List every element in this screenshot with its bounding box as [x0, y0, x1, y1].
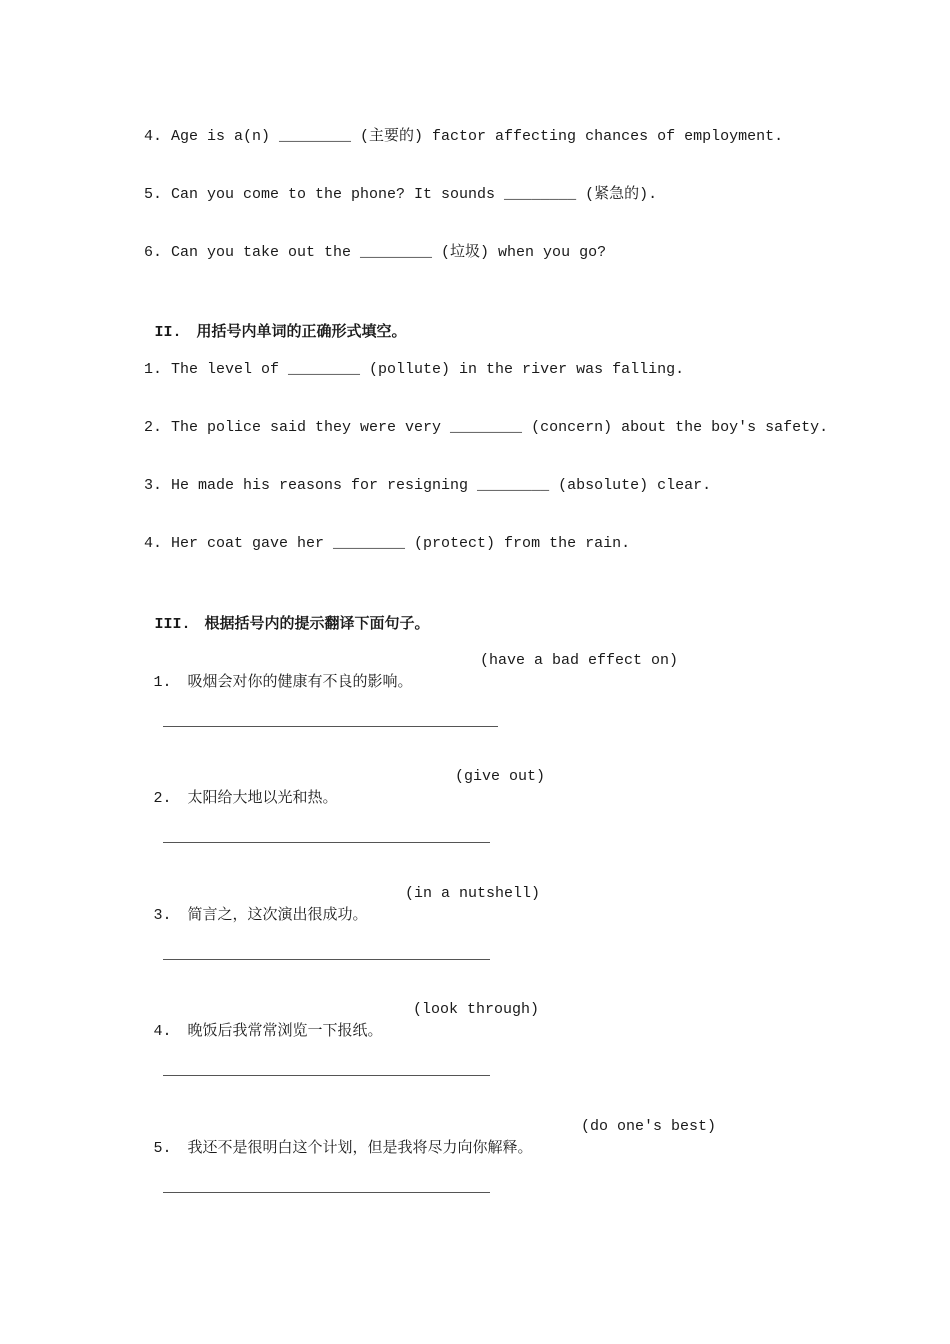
hint-phrase: (have a bad effect on): [480, 652, 679, 669]
answer-line[interactable]: [163, 1075, 490, 1076]
section-title: 用括号内单词的正确形式填空。: [196, 322, 407, 340]
item-number: 3.: [153, 907, 172, 924]
item-number: 1.: [153, 674, 172, 691]
translation-item: [144, 884, 541, 926]
hint-phrase: (look through): [413, 1001, 540, 1018]
hint-phrase: (give out): [455, 768, 546, 785]
translation-item: [144, 651, 679, 693]
item-number: 4.: [153, 1023, 172, 1040]
section-heading-2: [144, 301, 406, 343]
exercise-item: 4. Age is a(n) ________ (主要的) factor affecting chances of employment.: [144, 128, 784, 145]
exercise-item: 2. The police said they were very ________ (concern) about the boy's safety.: [144, 419, 829, 436]
hint-phrase: (do one's best): [581, 1118, 717, 1135]
answer-line[interactable]: [163, 959, 490, 960]
section-title: 根据括号内的提示翻译下面句子。: [204, 614, 430, 632]
item-number: 5.: [153, 1140, 172, 1157]
section-heading-3: [144, 593, 429, 635]
chinese-sentence: 简言之，这次演出很成功。: [187, 905, 368, 923]
exercise-item: 3. He made his reasons for resigning ________ (absolute) clear.: [144, 477, 712, 494]
exercise-item: 1. The level of ________ (pollute) in the river was falling.: [144, 361, 685, 378]
exercise-item: 4. Her coat gave her ________ (protect) from the rain.: [144, 535, 631, 552]
exercise-item: 5. Can you come to the phone? It sounds ________ (紧急的).: [144, 186, 658, 203]
answer-line[interactable]: [163, 1192, 490, 1193]
section-number: II.: [154, 324, 182, 341]
chinese-sentence: 太阳给大地以光和热。: [187, 788, 338, 806]
answer-line[interactable]: [163, 726, 498, 727]
translation-item: [144, 767, 546, 809]
exercise-item: 6. Can you take out the ________ (垃圾) when you go?: [144, 244, 607, 261]
hint-phrase: (in a nutshell): [405, 885, 541, 902]
section-number: III.: [154, 616, 191, 633]
translation-item: [144, 1000, 540, 1042]
chinese-sentence: 我还不是很明白这个计划，但是我将尽力向你解释。: [187, 1138, 533, 1156]
translation-item: [144, 1117, 717, 1159]
item-number: 2.: [153, 790, 172, 807]
answer-line[interactable]: [163, 842, 490, 843]
chinese-sentence: 吸烟会对你的健康有不良的影响。: [187, 672, 413, 690]
chinese-sentence: 晚饭后我常常浏览一下报纸。: [187, 1021, 383, 1039]
